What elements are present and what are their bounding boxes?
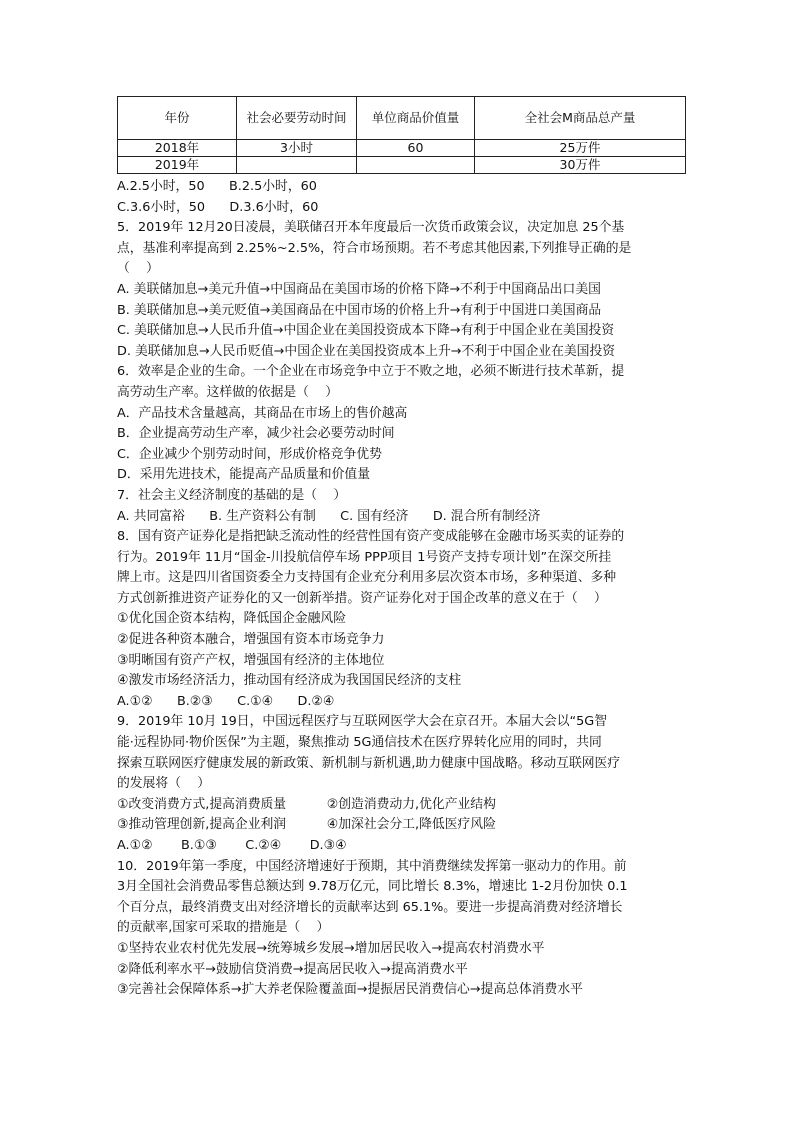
question-text xyxy=(117,177,687,1001)
table-header-cell xyxy=(237,97,357,140)
text-line: 10．2019年第一季度，中国经济增速好于预期，其中消费继续发挥第一驱动力的作用。前 xyxy=(117,858,627,874)
table-row xyxy=(118,140,686,157)
text-line: ③完善社会保障体系→扩大养老保险覆盖面→提振居民消费信心→提高总体消费水平 xyxy=(117,982,583,998)
text-line: C．企业减少个别劳动时间，形成价格竞争优势 xyxy=(117,446,382,462)
document-page xyxy=(117,96,687,1001)
text-line: 个百分点，最终消费支出对经济增长的贡献率达到 65.1%。要进一步提高消费对经济增长 xyxy=(117,899,623,915)
table-cell xyxy=(237,157,357,174)
text-line: D. 美联储加息→人民币贬值→中国企业在美国投资成本上升→不利于中国企业在美国投资 xyxy=(117,343,616,359)
text-line: ④激发市场经济活力，推动国有经济成为我国国民经济的支柱 xyxy=(117,673,462,689)
text-line: A．产品技术含量越高，其商品在市场上的售价越高 xyxy=(117,405,408,421)
table-header-cell: 年份 xyxy=(118,97,237,140)
data-table xyxy=(117,96,686,174)
text-line: A.2.5小时，50 B.2.5小时，60 xyxy=(117,179,317,194)
text-line: ③明晰国有资产产权，增强国有经济的主体地位 xyxy=(117,652,385,668)
text-line: 行为。2019年 11月“国金-川投航信停车场 PPP项目 1号资产支持专项计划”在深交所挂 xyxy=(117,549,612,565)
text-line: ①坚持农业农村优先发展→统筹城乡发展→增加居民收入→提高农村消费水平 xyxy=(117,940,545,956)
table-cell: 60 xyxy=(357,140,475,157)
table-cell: 25万件 xyxy=(475,140,686,157)
text-line: ③推动管理创新,提高企业利润 ④加深社会分工,降低医疗风险 xyxy=(117,817,496,833)
text-line: A.①② B.①③ C.②④ D.③④ xyxy=(117,838,347,853)
table-cell xyxy=(357,157,475,174)
text-line: 5．2019年 12月20日凌晨，美联储召开本年度最后一次货币政策会议，决定加息 25个基 xyxy=(117,220,625,236)
text-line: ②促进各种资本融合，增强国有资本市场竞争力 xyxy=(117,632,385,648)
text-line: A.①② B.②③ C.①④ D.②④ xyxy=(117,693,335,709)
text-line: ①优化国企资本结构，降低国企金融风险 xyxy=(117,611,347,627)
text-line: C.3.6小时，50 D.3.6小时，60 xyxy=(117,199,319,215)
text-line: 点，基准利率提高到 2.25%~2.5%，符合市场预期。若不考虑其他因素,下列推导正确的是 xyxy=(117,240,632,256)
text-line: 3月全国社会消费品零售总额达到 9.78万亿元，同比增长 8.3%，增速比 1-2月份加快 0.1 xyxy=(117,879,628,895)
text-line: ②降低利率水平→鼓励信贷消费→提高居民收入→提高消费水平 xyxy=(117,961,468,977)
text-line: B．企业提高劳动生产率，减少社会必要劳动时间 xyxy=(117,426,395,442)
text-line: 8．国有资产证券化是指把缺乏流动性的经营性国有资产变成能够在金融市场买卖的证券的 xyxy=(117,529,625,545)
table-row xyxy=(118,157,686,174)
text-line: 牌上市。这是四川省国资委全力支持国有企业充分利用多层次资本市场，多种渠道、多种 xyxy=(117,570,617,586)
table-header-row xyxy=(118,97,686,140)
text-line: D．采用先进技术，能提高产品质量和价值量 xyxy=(117,467,370,483)
text-line: A. 共同富裕 B. 生产资料公有制 C. 国有经济 D. 混合所有制经济 xyxy=(117,508,541,524)
header-text: 社会必要劳动时间 xyxy=(246,110,347,125)
text-line: 7．社会主义经济制度的基础的是（ ） xyxy=(117,487,347,503)
table-cell: 30万件 xyxy=(475,157,686,174)
text-line: 6．效率是企业的生命。一个企业在市场竞争中立于不败之地，必须不断进行技术革新，提 xyxy=(117,364,625,380)
table-header-cell: 全社会M商品总产量 xyxy=(475,97,686,140)
table-cell: 2019年 xyxy=(118,157,237,174)
text-line: 方式创新推进资产证券化的又一创新举措。资产证券化对于国企改革的意义在于（ ） xyxy=(117,590,607,606)
text-line: ①改变消费方式,提高消费质量 ②创造消费动力,优化产业结构 xyxy=(117,796,496,812)
text-line: A. 美联储加息→美元升值→中国商品在美国市场的价格下降→不利于中国商品出口美国 xyxy=(117,281,601,297)
table-cell: 2018年 xyxy=(118,140,237,157)
text-line: 能·远程协同·物价医保”为主题，聚焦推动 5G通信技术在医疗界转化应用的同时，共同 xyxy=(117,735,602,751)
table-header-cell: 单位商品价值量 xyxy=(357,97,475,140)
text-line: 的发展将（ ） xyxy=(117,776,211,792)
text-line: 探索互联网医疗健康发展的新政策、新机制与新机遇,助力健康中国战略。移动互联网医疗 xyxy=(117,755,621,771)
text-line: 9．2019年 10月 19日，中国远程医疗与互联网医学大会在京召开。本届大会以“5G智 xyxy=(117,714,608,730)
text-line: 高劳动生产率。这样做的依据是（ ） xyxy=(117,384,339,400)
text-line: B. 美联储加息→美元贬值→美国商品在中国市场的价格上升→有利于中国进口美国商品 xyxy=(117,302,602,318)
text-line: C. 美联储加息→人民币升值→中国企业在美国投资成本下降→有利于中国企业在美国投资 xyxy=(117,323,615,339)
table-cell: 3小时 xyxy=(237,140,357,157)
text-line: （ ） xyxy=(117,261,159,277)
text-line: 的贡献率,国家可采取的措施是（ ） xyxy=(117,920,330,936)
